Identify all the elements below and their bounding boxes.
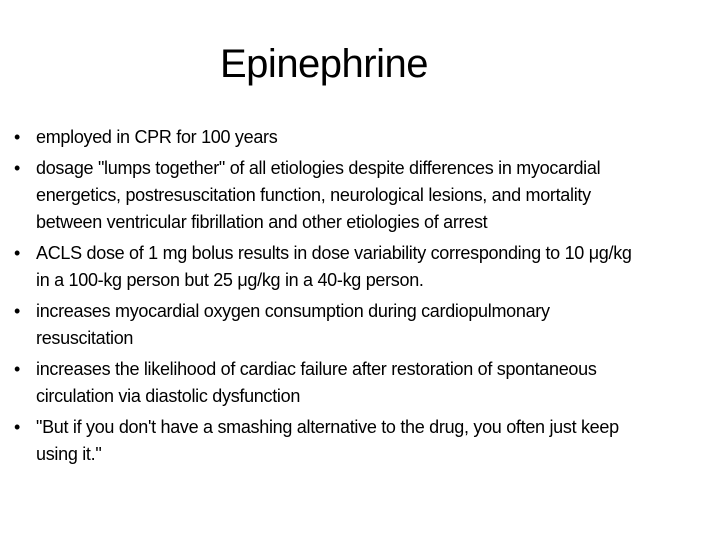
slide-title: Epinephrine bbox=[220, 42, 428, 86]
bullet-icon: • bbox=[14, 301, 21, 321]
bullet-list bbox=[14, 124, 646, 472]
bullet-icon: • bbox=[14, 127, 21, 147]
bullet-item bbox=[14, 240, 646, 294]
bullet-text: increases the likelihood of cardiac failure after restoration of spontaneous circulation via diastolic dysfunction bbox=[36, 359, 597, 406]
bullet-icon: • bbox=[14, 243, 21, 263]
bullet-item bbox=[14, 155, 646, 236]
bullet-icon: • bbox=[14, 158, 21, 178]
bullet-text: increases myocardial oxygen consumption during cardiopulmonary resuscitation bbox=[36, 301, 550, 348]
bullet-item bbox=[14, 124, 646, 151]
bullet-text: employed in CPR for 100 years bbox=[36, 127, 278, 147]
bullet-item bbox=[14, 298, 646, 352]
bullet-icon: • bbox=[14, 417, 21, 437]
bullet-item bbox=[14, 414, 646, 468]
bullet-item bbox=[14, 356, 646, 410]
bullet-icon: • bbox=[14, 359, 21, 379]
bullet-text: ACLS dose of 1 mg bolus results in dose variability corresponding to 10 μg/kg in a 100-kg person but 25 μg/kg in a 40-kg person. bbox=[36, 243, 632, 290]
bullet-text: "But if you don't have a smashing alternative to the drug, you often just keep using it." bbox=[36, 417, 619, 464]
bullet-text: dosage "lumps together" of all etiologies despite differences in myocardial energetics, postresuscitation function, neurological lesions, and mortality between ventricular fibrillation and other etiologies of arrest bbox=[36, 158, 601, 232]
